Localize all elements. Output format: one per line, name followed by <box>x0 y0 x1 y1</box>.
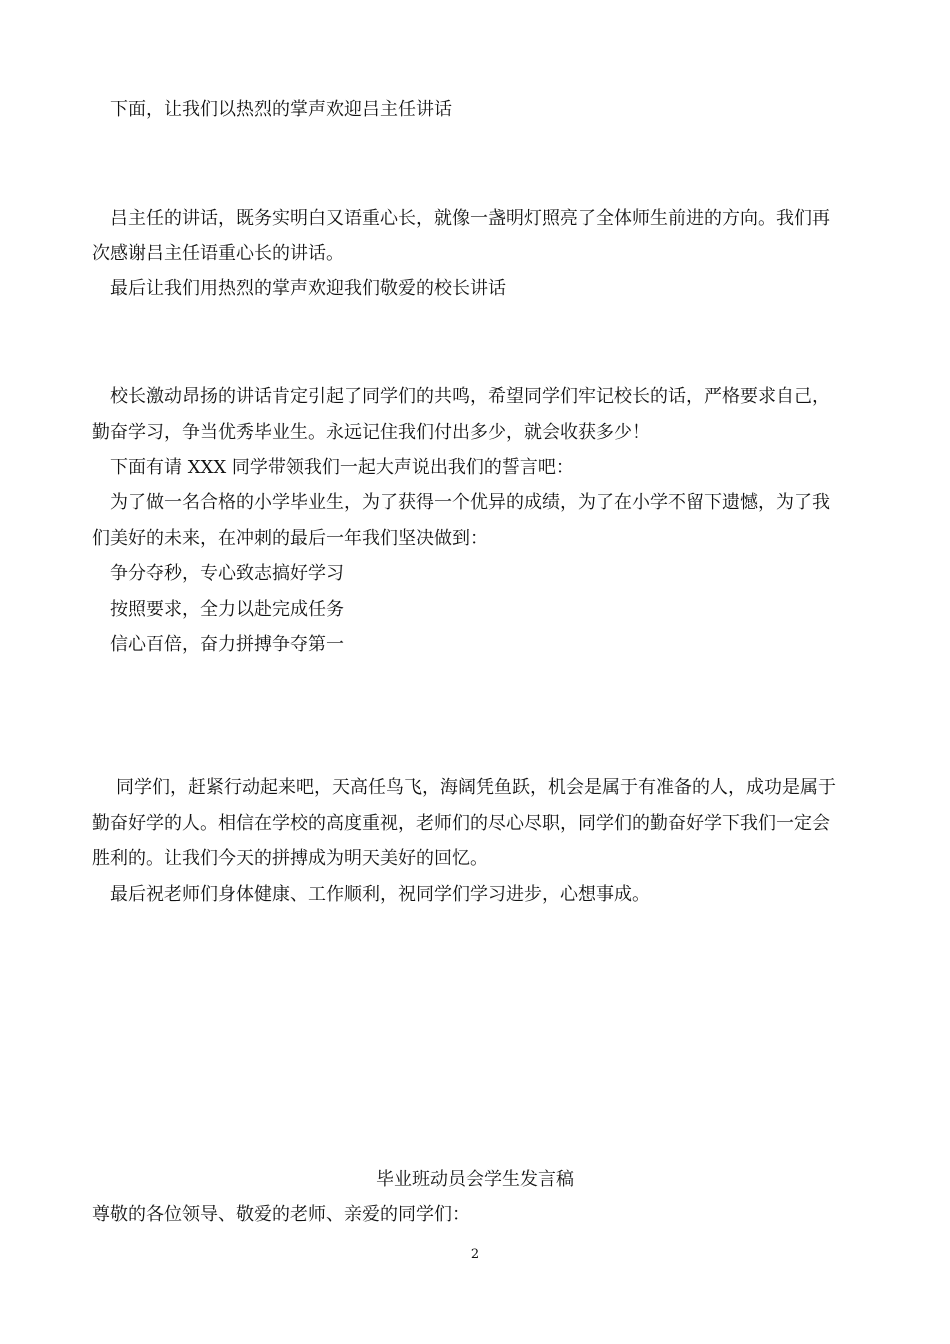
paragraph-call-to-action-line2: 勤奋好学的人。相信在学校的高度重视，老师们的尽心尽职，同学们的勤奋好学下我们一定会 <box>92 813 830 834</box>
paragraph-intro-principal: 最后让我们用热烈的掌声欢迎我们敬爱的校长讲话 <box>110 278 506 299</box>
paragraph-closing-wishes: 最后祝老师们身体健康、工作顺利，祝同学们学习进步，心想事成。 <box>110 884 650 905</box>
paragraph-call-to-action-line1: 同学们，赶紧行动起来吧，天高任鸟飞，海阔凭鱼跃，机会是属于有准备的人，成功是属于 <box>116 777 836 798</box>
paragraph-oath-preamble-line2: 们美好的未来，在冲刺的最后一年我们坚决做到： <box>92 528 488 549</box>
paragraph-intro-director: 下面，让我们以热烈的掌声欢迎吕主任讲话 <box>110 99 452 120</box>
paragraph-principal-summary-line2: 勤奋学习，争当优秀毕业生。永远记住我们付出多少，就会收获多少！ <box>92 422 650 443</box>
paragraph-principal-summary-line1: 校长激动昂扬的讲话肯定引起了同学们的共鸣，希望同学们牢记校长的话，严格要求自己， <box>110 386 830 407</box>
paragraph-director-summary-line2: 次感谢吕主任语重心长的讲话。 <box>92 243 344 264</box>
oath-line-3: 信心百倍，奋力拼搏争夺第一 <box>110 634 344 655</box>
section-title: 毕业班动员会学生发言稿 <box>376 1169 574 1190</box>
salutation: 尊敬的各位领导、敬爱的老师、亲爱的同学们： <box>92 1204 470 1225</box>
oath-line-2: 按照要求，全力以赴完成任务 <box>110 599 344 620</box>
paragraph-oath-preamble-line1: 为了做一名合格的小学毕业生，为了获得一个优异的成绩，为了在小学不留下遗憾，为了我 <box>110 492 830 513</box>
oath-line-1: 争分夺秒，专心致志搞好学习 <box>110 563 344 584</box>
paragraph-oath-invite: 下面有请 XXX 同学带领我们一起大声说出我们的誓言吧： <box>110 457 574 478</box>
page-number: 2 <box>470 1247 480 1262</box>
paragraph-call-to-action-line3: 胜利的。让我们今天的拼搏成为明天美好的回忆。 <box>92 848 488 869</box>
paragraph-director-summary-line1: 吕主任的讲话，既务实明白又语重心长，就像一盏明灯照亮了全体师生前进的方向。我们再 <box>110 208 830 229</box>
